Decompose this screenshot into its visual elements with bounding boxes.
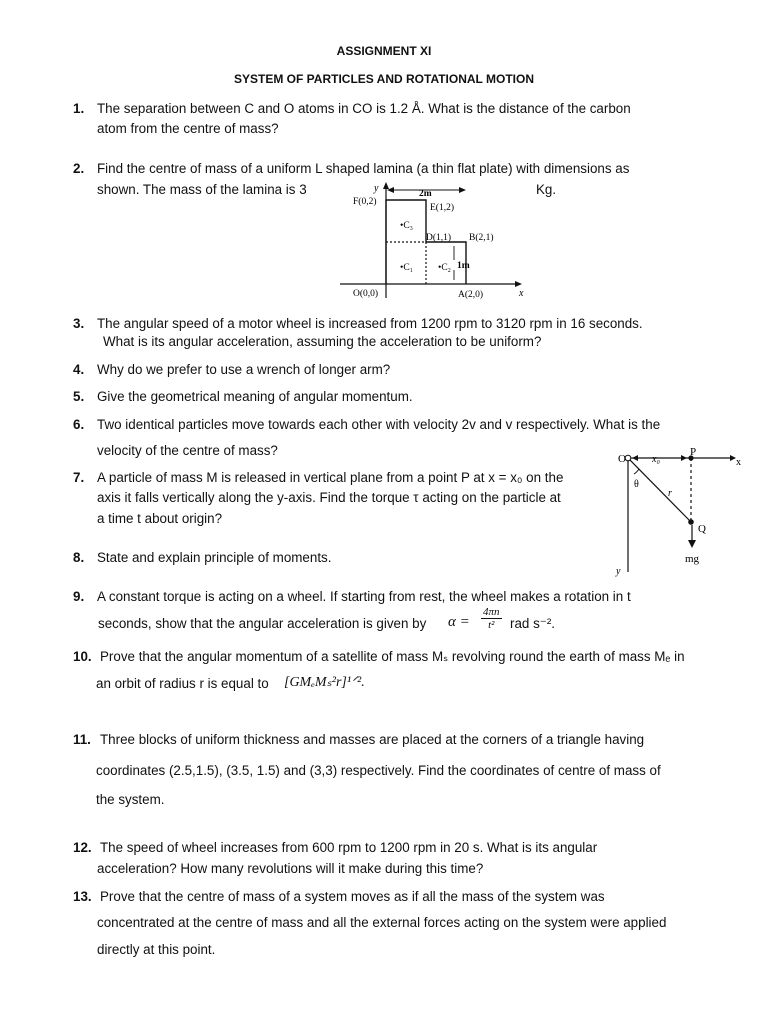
point-Q bbox=[688, 519, 694, 525]
dimension-arrow-right bbox=[459, 187, 466, 193]
question-number: 3. bbox=[73, 316, 85, 331]
question-text: directly at this point. bbox=[97, 942, 216, 957]
point-label-O: O(0,0) bbox=[353, 289, 379, 299]
question-number: 8. bbox=[73, 550, 85, 565]
origin-label: O bbox=[618, 453, 626, 465]
weight-arrowhead bbox=[688, 540, 696, 548]
position-vector-r bbox=[628, 458, 691, 522]
question-text: The separation between C and O atoms in CO is 1.2 Å. What is the distance of the carbon bbox=[97, 101, 631, 116]
x0-arrow-right bbox=[681, 455, 687, 461]
question-number: 4. bbox=[73, 362, 85, 377]
question-text: seconds, show that the angular acceleration is given by bbox=[98, 616, 427, 631]
question-text: coordinates (2.5,1.5), (3.5, 1.5) and (3,3) respectively. Find the coordinates of centre of mass of bbox=[96, 763, 661, 778]
dimension-label-2m: 2m bbox=[419, 189, 432, 199]
question-text: an orbit of radius r is equal to bbox=[96, 676, 269, 691]
question-text: A particle of mass M is released in vertical plane from a point P at x = x₀ on the bbox=[97, 470, 564, 485]
question-number: 13. bbox=[73, 889, 92, 904]
y-axis-label: y bbox=[374, 183, 379, 194]
question-number: 5. bbox=[73, 389, 85, 404]
question-text: Three blocks of uniform thickness and masses are placed at the corners of a triangle having bbox=[100, 732, 645, 747]
y-axis-arrow bbox=[383, 182, 389, 189]
point-Q-label: Q bbox=[698, 523, 706, 535]
question-text: shown. The mass of the lamina is 3 bbox=[97, 182, 307, 197]
y-axis-label: y bbox=[616, 566, 621, 577]
question-text: rad s⁻². bbox=[510, 616, 556, 631]
assignment-subtitle: SYSTEM OF PARTICLES AND ROTATIONAL MOTION bbox=[234, 72, 534, 86]
question-text: Two identical particles move towards each other with velocity 2v and v respectively. What is the bbox=[97, 417, 661, 432]
angle-arc bbox=[634, 469, 639, 474]
question-text: Why do we prefer to use a wrench of longer arm? bbox=[97, 362, 391, 377]
question-text: acceleration? How many revolutions will it make during this time? bbox=[97, 861, 484, 876]
theta-label: θ bbox=[634, 479, 639, 490]
question-text: Prove that the centre of mass of a system moves as if all the mass of the system was bbox=[100, 889, 605, 904]
question-number: 2. bbox=[73, 161, 85, 176]
dimension-label-1m: 1m bbox=[457, 261, 470, 271]
point-label-D: D(1,1) bbox=[426, 233, 452, 243]
question-number: 7. bbox=[73, 470, 85, 485]
angular-momentum-formula: [GMₑMₛ²r]¹ᐟ². bbox=[284, 675, 365, 690]
question-text: A constant torque is acting on a wheel. If starting from rest, the wheel makes a rotation in t bbox=[97, 589, 631, 604]
point-label-E: E(1,2) bbox=[430, 203, 455, 213]
question-text: The speed of wheel increases from 600 rpm to 1200 rpm in 20 s. What is its angular bbox=[100, 840, 598, 855]
question-number: 11. bbox=[73, 732, 91, 747]
fraction-numerator: 4πn bbox=[483, 606, 500, 618]
question-text: axis it falls vertically along the y-axis. Find the torque τ acting on the particle at bbox=[97, 490, 561, 505]
question-number: 1. bbox=[73, 101, 85, 116]
point-label-F: F(0,2) bbox=[353, 197, 377, 207]
point-label-A: A(2,0) bbox=[458, 290, 484, 300]
centroid-C1: •C₁ bbox=[400, 263, 413, 273]
question-text: the system. bbox=[96, 792, 165, 807]
question-text: State and explain principle of moments. bbox=[97, 550, 332, 565]
x-axis-label: x bbox=[736, 457, 741, 468]
question-text: concentrated at the centre of mass and all the external forces acting on the system were applied bbox=[97, 915, 667, 930]
question-text: The angular speed of a motor wheel is increased from 1200 rpm to 3120 rpm in 16 seconds. bbox=[97, 316, 643, 331]
lamina-figure bbox=[340, 180, 540, 306]
origin-point bbox=[625, 455, 631, 461]
x-axis-label: x bbox=[519, 288, 524, 299]
x-axis-arrow bbox=[515, 281, 522, 287]
question-text: What is its angular acceleration, assuming the acceleration to be uniform? bbox=[103, 334, 542, 349]
alpha-symbol: α = bbox=[448, 614, 470, 630]
x0-arrow-left bbox=[632, 455, 638, 461]
alpha-fraction bbox=[481, 606, 502, 631]
torque-figure bbox=[608, 444, 748, 580]
question-text: atom from the centre of mass? bbox=[97, 121, 279, 136]
question-number: 12. bbox=[73, 840, 92, 855]
point-P-label: P bbox=[690, 446, 697, 458]
question-text: Find the centre of mass of a uniform L shaped lamina (a thin flat plate) with dimensions as bbox=[97, 161, 630, 176]
question-text: velocity of the centre of mass? bbox=[97, 443, 278, 458]
question-text: a time t about origin? bbox=[97, 511, 223, 526]
fraction-denominator: t² bbox=[488, 619, 495, 631]
question-text: Kg. bbox=[536, 182, 557, 197]
centroid-C2: •C₂ bbox=[438, 263, 451, 273]
question-text: Give the geometrical meaning of angular momentum. bbox=[97, 389, 413, 404]
question-text: Prove that the angular momentum of a satellite of mass Mₛ revolving round the earth of mass Mₑ in bbox=[100, 649, 685, 664]
point-label-B: B(2,1) bbox=[469, 233, 494, 243]
mg-label: mg bbox=[685, 553, 700, 565]
question-number: 9. bbox=[73, 589, 85, 604]
centroid-C3: •C₃ bbox=[400, 221, 413, 231]
x0-label: x₀ bbox=[652, 454, 660, 465]
question-number: 10. bbox=[73, 649, 92, 664]
r-label: r bbox=[668, 488, 672, 499]
assignment-title: ASSIGNMENT XI bbox=[336, 44, 432, 58]
question-number: 6. bbox=[73, 417, 85, 432]
